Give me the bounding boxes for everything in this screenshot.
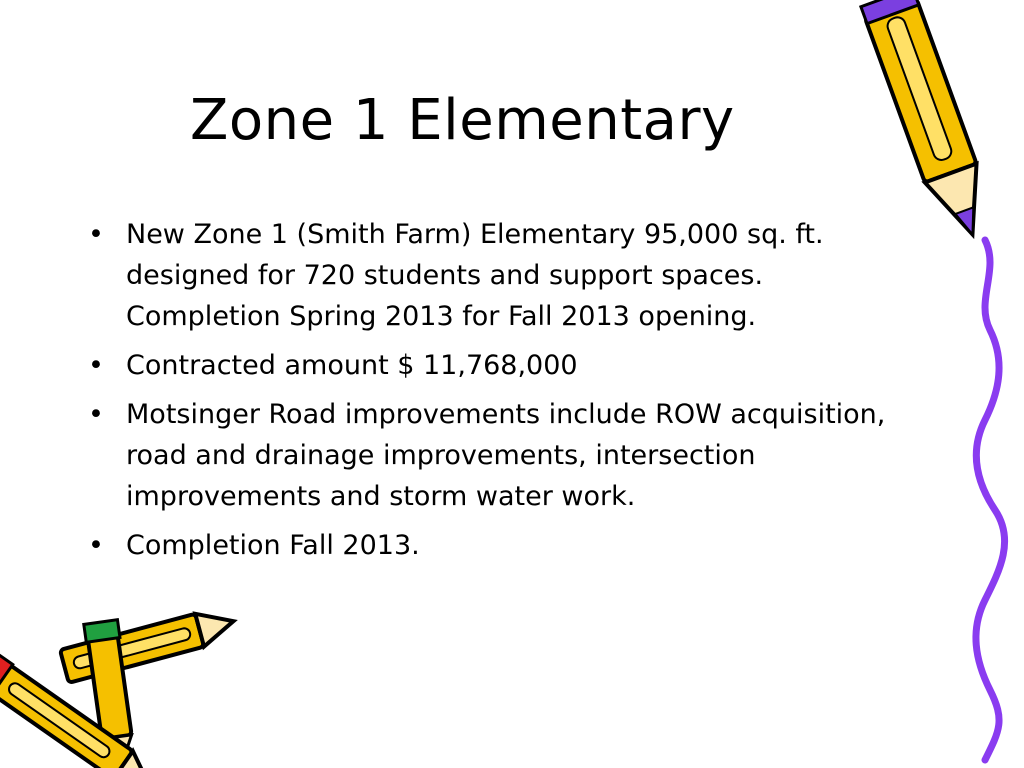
bullet-item [84,345,904,386]
bullet-text: Completion Fall 2013. [126,530,420,561]
slide-title: Zone 1 Elementary [190,88,735,153]
bullet-list [84,214,904,574]
bullet-dot: • [88,530,104,561]
bullet-dot: • [88,399,104,430]
bullet-text: Contracted amount $ 11,768,000 [126,350,578,381]
bullet-item [84,394,904,517]
bullet-text: New Zone 1 (Smith Farm) Elementary 95,000 sq. ft. designed for 720 students and support spaces. Completion Spring 2013 for Fall 2013 opening. [126,219,824,332]
bullet-item [84,214,904,337]
bullet-item [84,525,904,566]
bullet-text: Motsinger Road improvements include ROW acquisition, road and drainage improvements, intersection improvements and storm water work. [126,399,886,512]
bullet-dot: • [88,219,104,250]
bullet-dot: • [88,350,104,381]
